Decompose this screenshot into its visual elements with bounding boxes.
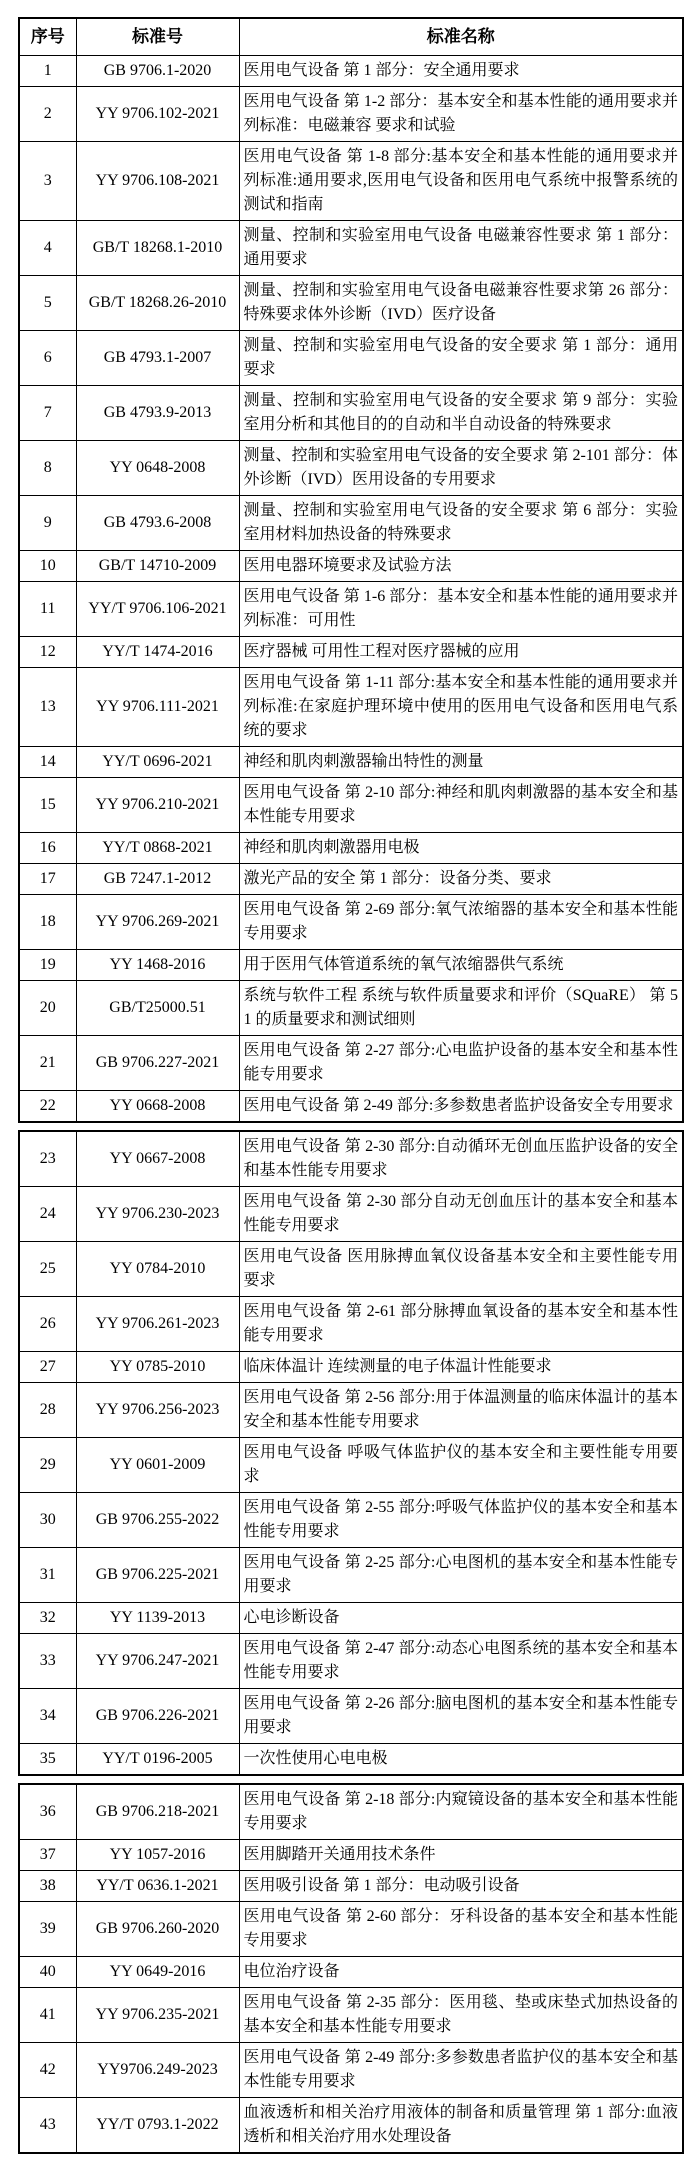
table-row <box>19 1902 683 1957</box>
row-number-cell: 12 <box>19 637 76 668</box>
standard-name-cell: 医用电气设备 第 2-55 部分:呼吸气体监护仪的基本安全和基本性能专用要求 <box>239 1493 683 1548</box>
table-row <box>19 1438 683 1493</box>
row-number-cell: 13 <box>19 668 76 747</box>
table-row <box>19 1634 683 1689</box>
row-number-cell: 37 <box>19 1840 76 1871</box>
row-number-cell: 15 <box>19 778 76 833</box>
standard-name-cell: 电位治疗设备 <box>239 1957 683 1988</box>
row-number-cell: 6 <box>19 331 76 386</box>
standard-name-cell: 医用电气设备 第 2-30 部分:自动循环无创血压监护设备的安全和基本性能专用要求 <box>239 1131 683 1187</box>
standard-name-cell: 测量、控制和实验室用电气设备的安全要求 第 1 部分：通用要求 <box>239 331 683 386</box>
row-number-cell: 35 <box>19 1744 76 1776</box>
row-number-cell: 36 <box>19 1784 76 1840</box>
standard-number-cell: YY 1057-2016 <box>76 1840 239 1871</box>
table-row <box>19 981 683 1036</box>
table-row <box>19 2043 683 2098</box>
standard-name-cell: 医用吸引设备 第 1 部分：电动吸引设备 <box>239 1871 683 1902</box>
standard-number-cell: YY9706.249-2023 <box>76 2043 239 2098</box>
standard-number-cell: GB/T25000.51 <box>76 981 239 1036</box>
standard-name-cell: 医用电气设备 第 2-49 部分:多参数患者监护仪的基本安全和基本性能专用要求 <box>239 2043 683 2098</box>
table-row <box>19 895 683 950</box>
row-number-cell: 23 <box>19 1131 76 1187</box>
standard-number-cell: YY/T 0196-2005 <box>76 1744 239 1776</box>
standard-name-cell: 医用电气设备 第 2-26 部分:脑电图机的基本安全和基本性能专用要求 <box>239 1689 683 1744</box>
table-row <box>19 1744 683 1776</box>
row-number-cell: 40 <box>19 1957 76 1988</box>
standard-name-cell: 医用电气设备 第 2-69 部分:氧气浓缩器的基本安全和基本性能专用要求 <box>239 895 683 950</box>
standard-number-cell: YY 0649-2016 <box>76 1957 239 1988</box>
row-number-cell: 26 <box>19 1297 76 1352</box>
standard-name-cell: 医用电气设备 第 1-6 部分：基本安全和基本性能的通用要求并列标准：可用性 <box>239 582 683 637</box>
standard-name-cell: 神经和肌肉刺激器输出特性的测量 <box>239 747 683 778</box>
standard-name-cell: 测量、控制和实验室用电气设备的安全要求 第 6 部分：实验室用材料加热设备的特殊要求 <box>239 496 683 551</box>
standard-number-cell: GB 9706.227-2021 <box>76 1036 239 1091</box>
standard-name-cell: 用于医用气体管道系统的氧气浓缩器供气系统 <box>239 950 683 981</box>
standard-number-cell: GB 9706.255-2022 <box>76 1493 239 1548</box>
row-number-cell: 2 <box>19 87 76 142</box>
row-number-cell: 10 <box>19 551 76 582</box>
table-row <box>19 668 683 747</box>
standard-number-cell: YY 9706.247-2021 <box>76 1634 239 1689</box>
row-number-cell: 16 <box>19 833 76 864</box>
table-row <box>19 87 683 142</box>
row-number-cell: 3 <box>19 142 76 221</box>
table-row <box>19 1352 683 1383</box>
standard-name-cell: 医用电气设备 第 2-47 部分:动态心电图系统的基本安全和基本性能专用要求 <box>239 1634 683 1689</box>
column-header-no: 序号 <box>19 18 76 56</box>
standard-number-cell: GB/T 14710-2009 <box>76 551 239 582</box>
standard-name-cell: 医用电气设备 第 2-60 部分：牙科设备的基本安全和基本性能专用要求 <box>239 1902 683 1957</box>
table-section-2 <box>18 1130 684 1776</box>
standard-number-cell: GB 9706.225-2021 <box>76 1548 239 1603</box>
row-number-cell: 27 <box>19 1352 76 1383</box>
standard-name-cell: 医用电气设备 呼吸气体监护仪的基本安全和主要性能专用要求 <box>239 1438 683 1493</box>
row-number-cell: 43 <box>19 2098 76 2154</box>
table-row <box>19 56 683 87</box>
table-row <box>19 1091 683 1123</box>
standard-name-cell: 医用电气设备 第 2-30 部分自动无创血压计的基本安全和基本性能专用要求 <box>239 1187 683 1242</box>
standard-number-cell: YY/T 9706.106-2021 <box>76 582 239 637</box>
row-number-cell: 8 <box>19 441 76 496</box>
row-number-cell: 19 <box>19 950 76 981</box>
standard-name-cell: 神经和肌肉刺激器用电极 <box>239 833 683 864</box>
table-row <box>19 331 683 386</box>
standard-number-cell: YY 9706.111-2021 <box>76 668 239 747</box>
standard-number-cell: YY/T 0696-2021 <box>76 747 239 778</box>
standard-name-cell: 测量、控制和实验室用电气设备的安全要求 第 9 部分：实验室用分析和其他目的的自动和半自动设备的特殊要求 <box>239 386 683 441</box>
table-row <box>19 1957 683 1988</box>
standard-number-cell: YY 9706.235-2021 <box>76 1988 239 2043</box>
table-row <box>19 1493 683 1548</box>
table-row <box>19 1784 683 1840</box>
table-row <box>19 778 683 833</box>
table-row <box>19 1988 683 2043</box>
table-row <box>19 637 683 668</box>
table-row <box>19 864 683 895</box>
standard-name-cell: 医用电器环境要求及试验方法 <box>239 551 683 582</box>
table-row <box>19 1840 683 1871</box>
standard-name-cell: 医用电气设备 第 2-35 部分：医用毯、垫或床垫式加热设备的基本安全和基本性能专用要求 <box>239 1988 683 2043</box>
row-number-cell: 17 <box>19 864 76 895</box>
row-number-cell: 24 <box>19 1187 76 1242</box>
row-number-cell: 41 <box>19 1988 76 2043</box>
row-number-cell: 32 <box>19 1603 76 1634</box>
table-row <box>19 1187 683 1242</box>
row-number-cell: 4 <box>19 221 76 276</box>
standard-number-cell: GB 9706.218-2021 <box>76 1784 239 1840</box>
standard-name-cell: 测量、控制和实验室用电气设备的安全要求 第 2-101 部分：体外诊断（IVD）医用设备的专用要求 <box>239 441 683 496</box>
standard-name-cell: 测量、控制和实验室用电气设备电磁兼容性要求第 26 部分：特殊要求体外诊断（IVD）医疗设备 <box>239 276 683 331</box>
standard-number-cell: YY 1468-2016 <box>76 950 239 981</box>
standard-name-cell: 临床体温计 连续测量的电子体温计性能要求 <box>239 1352 683 1383</box>
standard-name-cell: 医用电气设备 第 1-11 部分:基本安全和基本性能的通用要求并列标准:在家庭护理环境中使用的医用电气设备和医用电气系统的要求 <box>239 668 683 747</box>
standard-name-cell: 医用电气设备 第 2-61 部分脉搏血氧设备的基本安全和基本性能专用要求 <box>239 1297 683 1352</box>
standard-name-cell: 医用电气设备 第 2-10 部分:神经和肌肉刺激器的基本安全和基本性能专用要求 <box>239 778 683 833</box>
table-row <box>19 1297 683 1352</box>
standard-number-cell: YY 0648-2008 <box>76 441 239 496</box>
row-number-cell: 14 <box>19 747 76 778</box>
table-row <box>19 747 683 778</box>
table-section-3 <box>18 1783 684 2154</box>
row-number-cell: 42 <box>19 2043 76 2098</box>
header-row <box>19 18 683 56</box>
standard-number-cell: YY 9706.230-2023 <box>76 1187 239 1242</box>
table-row <box>19 1871 683 1902</box>
standard-name-cell: 一次性使用心电电极 <box>239 1744 683 1776</box>
row-number-cell: 33 <box>19 1634 76 1689</box>
row-number-cell: 31 <box>19 1548 76 1603</box>
column-header-name: 标准名称 <box>239 18 683 56</box>
standard-number-cell: YY/T 0636.1-2021 <box>76 1871 239 1902</box>
standard-number-cell: GB 4793.1-2007 <box>76 331 239 386</box>
standard-number-cell: GB 9706.1-2020 <box>76 56 239 87</box>
table-row <box>19 1383 683 1438</box>
row-number-cell: 9 <box>19 496 76 551</box>
standard-name-cell: 医用电气设备 第 1-2 部分：基本安全和基本性能的通用要求并列标准：电磁兼容 要求和试验 <box>239 87 683 142</box>
standard-name-cell: 医用电气设备 第 1-8 部分:基本安全和基本性能的通用要求并列标准:通用要求,医用电气设备和医用电气系统中报警系统的测试和指南 <box>239 142 683 221</box>
row-number-cell: 30 <box>19 1493 76 1548</box>
standard-number-cell: YY 9706.261-2023 <box>76 1297 239 1352</box>
standard-name-cell: 医用电气设备 第 2-56 部分:用于体温测量的临床体温计的基本安全和基本性能专用要求 <box>239 1383 683 1438</box>
row-number-cell: 29 <box>19 1438 76 1493</box>
standard-name-cell: 血液透析和相关治疗用液体的制备和质量管理 第 1 部分:血液透析和相关治疗用水处理设备 <box>239 2098 683 2154</box>
standard-number-cell: YY/T 0868-2021 <box>76 833 239 864</box>
standard-number-cell: YY 9706.269-2021 <box>76 895 239 950</box>
standard-number-cell: GB 7247.1-2012 <box>76 864 239 895</box>
table-row <box>19 1131 683 1187</box>
row-number-cell: 1 <box>19 56 76 87</box>
standard-number-cell: YY 9706.210-2021 <box>76 778 239 833</box>
row-number-cell: 34 <box>19 1689 76 1744</box>
standard-name-cell: 医用电气设备 第 2-18 部分:内窥镜设备的基本安全和基本性能专用要求 <box>239 1784 683 1840</box>
standard-name-cell: 医用电气设备 第 2-27 部分:心电监护设备的基本安全和基本性能专用要求 <box>239 1036 683 1091</box>
standard-number-cell: YY/T 1474-2016 <box>76 637 239 668</box>
standard-number-cell: YY 1139-2013 <box>76 1603 239 1634</box>
standard-name-cell: 医用电气设备 第 2-49 部分:多参数患者监护设备安全专用要求 <box>239 1091 683 1123</box>
table-row <box>19 1548 683 1603</box>
standard-name-cell: 医疗器械 可用性工程对医疗器械的应用 <box>239 637 683 668</box>
row-number-cell: 11 <box>19 582 76 637</box>
table-row <box>19 1242 683 1297</box>
table-row <box>19 1689 683 1744</box>
table-row <box>19 2098 683 2154</box>
standard-number-cell: GB/T 18268.1-2010 <box>76 221 239 276</box>
standard-name-cell: 医用电气设备 第 2-25 部分:心电图机的基本安全和基本性能专用要求 <box>239 1548 683 1603</box>
column-header-std: 标准号 <box>76 18 239 56</box>
standard-name-cell: 激光产品的安全 第 1 部分：设备分类、要求 <box>239 864 683 895</box>
row-number-cell: 22 <box>19 1091 76 1123</box>
standard-number-cell: YY 9706.256-2023 <box>76 1383 239 1438</box>
table-row <box>19 496 683 551</box>
table-row <box>19 833 683 864</box>
standard-number-cell: YY 0785-2010 <box>76 1352 239 1383</box>
standard-name-cell: 医用电气设备 第 1 部分：安全通用要求 <box>239 56 683 87</box>
standard-number-cell: YY 9706.102-2021 <box>76 87 239 142</box>
standard-number-cell: GB 4793.6-2008 <box>76 496 239 551</box>
table-row <box>19 582 683 637</box>
standard-number-cell: GB/T 18268.26-2010 <box>76 276 239 331</box>
standard-number-cell: GB 4793.9-2013 <box>76 386 239 441</box>
standard-number-cell: GB 9706.226-2021 <box>76 1689 239 1744</box>
table-row <box>19 441 683 496</box>
standard-name-cell: 测量、控制和实验室用电气设备 电磁兼容性要求 第 1 部分：通用要求 <box>239 221 683 276</box>
table-row <box>19 551 683 582</box>
table-row <box>19 276 683 331</box>
row-number-cell: 21 <box>19 1036 76 1091</box>
standard-number-cell: YY 0667-2008 <box>76 1131 239 1187</box>
table-section-1 <box>18 17 684 1123</box>
standard-name-cell: 系统与软件工程 系统与软件质量要求和评价（SQuaRE） 第 51 的质量要求和测试细则 <box>239 981 683 1036</box>
row-number-cell: 38 <box>19 1871 76 1902</box>
table-row <box>19 221 683 276</box>
row-number-cell: 28 <box>19 1383 76 1438</box>
standard-number-cell: YY 0601-2009 <box>76 1438 239 1493</box>
row-number-cell: 39 <box>19 1902 76 1957</box>
table-row <box>19 1036 683 1091</box>
table-row <box>19 386 683 441</box>
standard-name-cell: 医用脚踏开关通用技术条件 <box>239 1840 683 1871</box>
standard-number-cell: GB 9706.260-2020 <box>76 1902 239 1957</box>
table-row <box>19 1603 683 1634</box>
row-number-cell: 7 <box>19 386 76 441</box>
standard-number-cell: YY 0668-2008 <box>76 1091 239 1123</box>
row-number-cell: 5 <box>19 276 76 331</box>
row-number-cell: 25 <box>19 1242 76 1297</box>
standard-number-cell: YY 0784-2010 <box>76 1242 239 1297</box>
table-row <box>19 950 683 981</box>
standard-name-cell: 医用电气设备 医用脉搏血氧仪设备基本安全和主要性能专用要求 <box>239 1242 683 1297</box>
table-row <box>19 142 683 221</box>
row-number-cell: 20 <box>19 981 76 1036</box>
standard-number-cell: YY 9706.108-2021 <box>76 142 239 221</box>
standard-name-cell: 心电诊断设备 <box>239 1603 683 1634</box>
row-number-cell: 18 <box>19 895 76 950</box>
standard-number-cell: YY/T 0793.1-2022 <box>76 2098 239 2154</box>
